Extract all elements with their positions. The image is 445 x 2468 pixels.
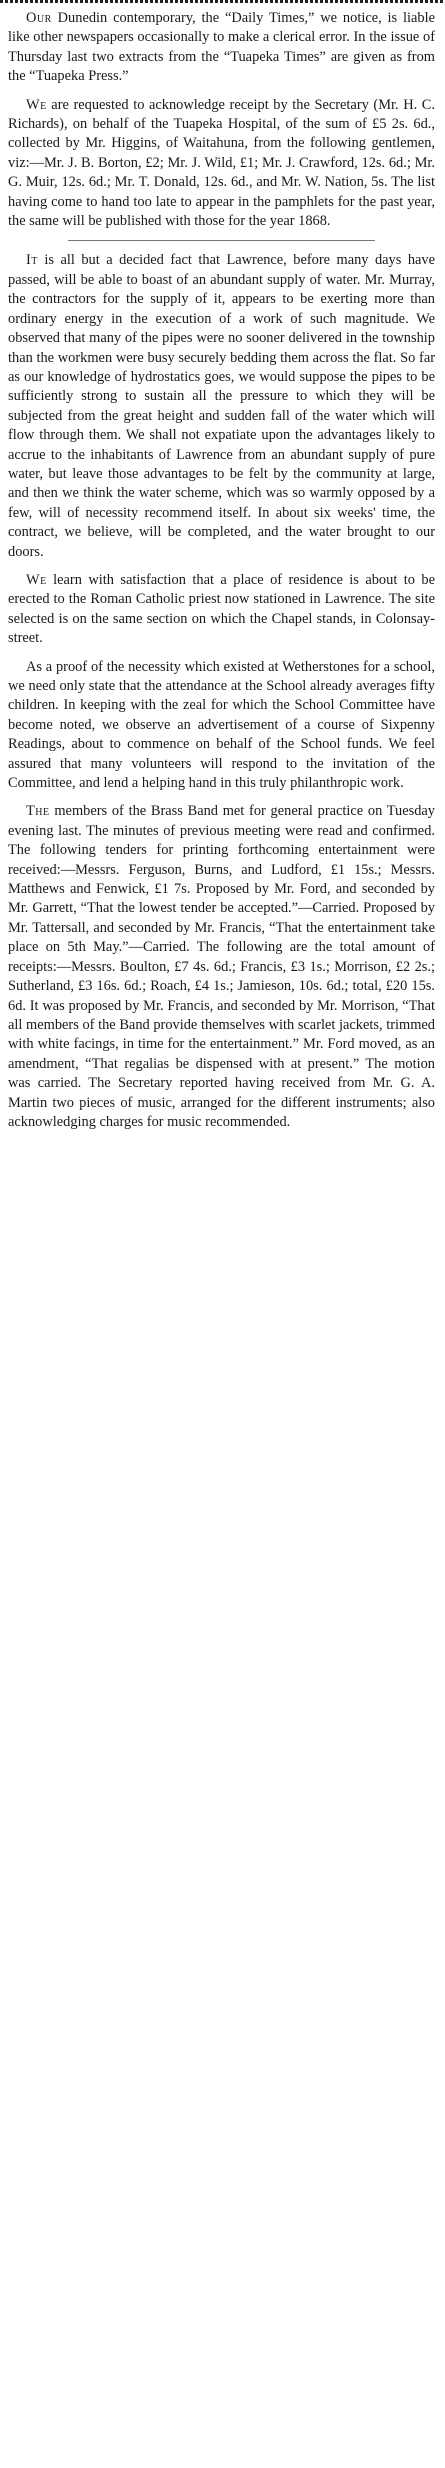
article-body: As a proof of the necessity which existed at Wetherstones for a school, we need only state that the attendance at the School already averages fifty children. In keeping with the zeal for which the School Committee have become noted, we observe an advertisement of a course of Sixpenny Readings, about to commence on behalf of the School funds. We feel assured that many volunteers will respond to the invitation of the Committee, and lend a helping hand in this truly philanthropic work. — [8, 658, 435, 792]
article-lead-word: The — [26, 803, 50, 820]
article-daily-times-error — [8, 9, 435, 87]
article-lead-word: We — [26, 96, 47, 113]
article-body: learn with satisfaction that a place of residence is about to be erected to the Roman Catholic priest now stationed in Lawrence. The site selected is on the same section on which the Chapel stands, in Colonsay-street. — [8, 571, 435, 647]
article-divider — [68, 240, 375, 241]
article-body: Dunedin contemporary, the “Daily Times,” we notice, is liable like other newspapers occasionally to make a clerical error. In the issue of Thursday last two extracts from the “Tuapeka Times” are given as from the “Tuapeka Press.” — [8, 10, 435, 85]
article-brass-band — [8, 802, 435, 1132]
article-body: members of the Brass Band met for general practice on Tuesday evening last. The minutes of previous meeting were read and confirmed. The following tenders for printing forthcoming entertainment were received:—Messrs. Ferguson, Burns, and Ludford, £1 15s.; Messrs. Matthews and Fenwick, £1 7s. Proposed by Mr. Ford, and seconded by Mr. Garrett, “That the lowest tender be accepted.”—Carried. Proposed by Mr. Tattersall, and seconded by Mr. Francis, “That the entertainment take place on 5th May.”—Carried. The following are the total amount of receipts:—Messrs. Boulton, £7 4s. 6d.; Francis, £3 1s.; Morrison, £2 2s.; Sutherland, £3 16s. 6d.; Roach, £4 1s.; Jamieson, 10s. 6d.; total, £20 15s. 6d. It was proposed by Mr. Francis, and seconded by Mr. Morrison, “That all members of the Band provide themselves with scarlet jackets, trimmed with white facings, in time for the entertainment.” Mr. Ford moved, as an amendment, “That regalias be dispensed with at present.” The motion was carried. The Secretary reported having received from Mr. G. A. Martin two pieces of music, arranged for the different instruments; also acknowledging charges for music recommended. — [8, 803, 435, 1130]
article-body: are requested to acknowledge receipt by the Secretary (Mr. H. C. Richards), on behalf of the Tuapeka Hospital, of the sum of £5 2s. 6d., collected by Mr. Higgins, of Waitahuna, from the following gentlemen, viz:—Mr. J. B. Borton, £2; Mr. J. Wild, £1; Mr. J. Crawford, 12s. 6d.; Mr. G. Muir, 12s. 6d.; Mr. T. Donald, 12s. 6d., and Mr. W. Nation, 5s. The list having come to hand too late to appear in the pamphlets for the past year, the same will be published with those for the year 1868. — [8, 96, 435, 230]
article-lead-word: We — [26, 571, 47, 588]
news-column — [8, 3, 435, 1132]
article-body: is all but a decided fact that Lawrence, before many days have passed, will be able to boast of an abundant supply of water. Mr. Murray, the contractors for the supply of it, appears to be exerting more than ordinary energy in the execution of a work of such magnitude. We observed that many of the pipes were no sooner delivered in the township than the workmen were busy securely bedding them across the flat. So far as our knowledge of hydrostatics goes, we would suppose the pipes to be sufficiently strong to sustain all the pressure to which they will be subjected from the great height and sudden fall of the water which will flow through them. We shall not expatiate upon the advantages likely to accrue to the inhabitants of Lawrence from an abundant supply of pure water, but leave those advantages to be felt by the community at large, and then we think the water scheme, which was so warmly opposed by a few, will of necessity recommend itself. In about six weeks' time, the contract, we believe, will be completed, and the water brought to our doors. — [8, 252, 435, 560]
article-hospital-receipt — [8, 96, 435, 232]
article-priest-residence — [8, 571, 435, 649]
article-water-supply — [8, 251, 435, 562]
article-lead-word: Our — [26, 10, 52, 26]
article-wetherstones-school — [8, 658, 435, 794]
article-lead-word: It — [26, 252, 38, 269]
